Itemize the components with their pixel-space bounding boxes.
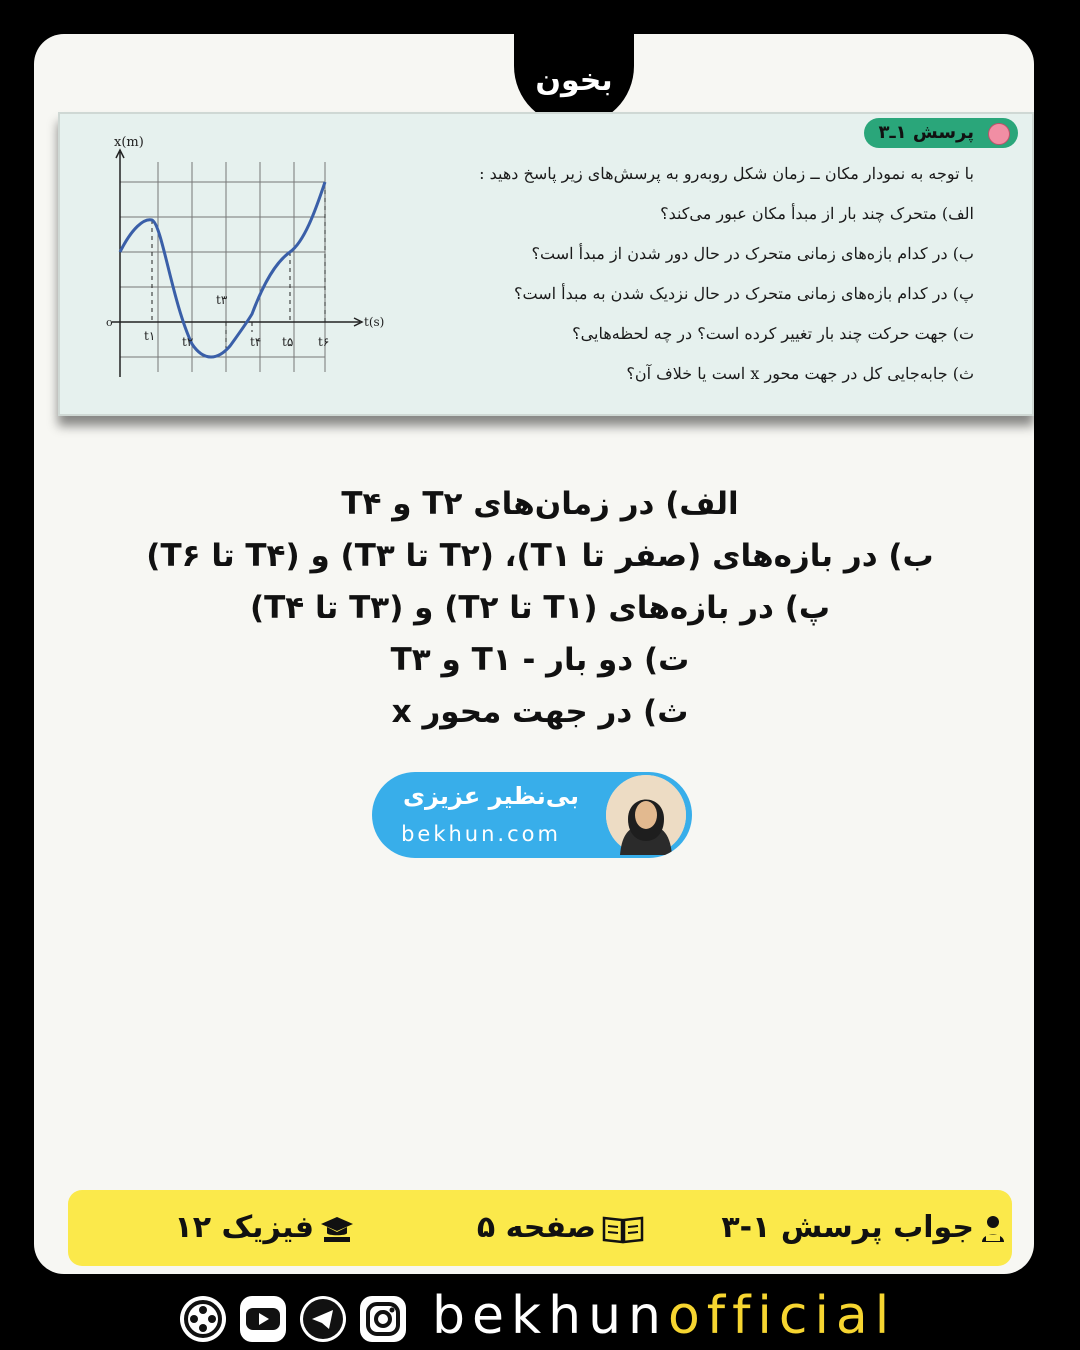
tick-t6: t۶ bbox=[318, 335, 330, 349]
question-line: الف) متحرک چند بار از مبدأ مکان عبور می‌کند؟ bbox=[660, 204, 974, 223]
teacher-avatar-icon bbox=[606, 775, 686, 855]
tick-t1: t۱ bbox=[144, 329, 156, 343]
answer-line: پ) در بازه‌های (T۱ تا T۲) و (T۳ تا T۴) bbox=[249, 590, 831, 626]
question-line: ث) جابه‌جایی کل در جهت محور x است یا خلاف آن؟ bbox=[626, 364, 974, 383]
telegram-icon[interactable] bbox=[300, 1296, 346, 1342]
question-line: با توجه به نمودار مکان ــ زمان شکل روبه‌رو به پرسش‌های زیر پاسخ دهید : bbox=[479, 164, 974, 183]
footer-question-label: جواب پرسش ۱-۳ bbox=[721, 1210, 974, 1245]
youtube-icon[interactable] bbox=[240, 1296, 286, 1342]
graph-y-label: x(m) bbox=[114, 135, 144, 150]
question-panel bbox=[58, 112, 1034, 416]
answer-line: الف) در زمان‌های T۲ و T۴ bbox=[341, 486, 739, 522]
tick-t2: t۲ bbox=[182, 335, 194, 349]
answer-line: ت) دو بار - T۱ و T۳ bbox=[390, 642, 690, 678]
author-site[interactable]: bekhun.com bbox=[401, 822, 561, 846]
brand-yellow: official bbox=[667, 1286, 897, 1346]
graduation-cap-icon bbox=[320, 1215, 354, 1243]
brand-handle[interactable] bbox=[432, 1286, 896, 1346]
footer-page-label: صفحه ۵ bbox=[476, 1210, 596, 1245]
answers-block bbox=[0, 478, 1080, 738]
footer-book bbox=[174, 1190, 354, 1266]
question-line: ت) جهت حرکت چند بار تغییر کرده است؟ در چه لحظه‌هایی؟ bbox=[572, 324, 974, 343]
answer-line: ث) در جهت محور x bbox=[391, 694, 689, 730]
question-line: ب) در کدام بازه‌های زمانی متحرک در حال دور شدن از مبدأ است؟ bbox=[531, 244, 974, 263]
avatar bbox=[606, 775, 686, 855]
footer-book-label: فیزیک ۱۲ bbox=[174, 1210, 314, 1245]
answer-line: ب) در بازه‌های (صفر تا T۱)، (T۲ تا T۳) و (T۴ تا T۶) bbox=[146, 538, 934, 574]
question-tag-label: پرسش ۱ـ۳ bbox=[878, 122, 974, 143]
film-reel-icon[interactable] bbox=[180, 1296, 226, 1342]
brand-white: bekhun bbox=[432, 1286, 668, 1346]
tick-t3: t۳ bbox=[216, 293, 228, 307]
tag-dot-icon bbox=[988, 123, 1010, 145]
graph-dashes bbox=[152, 182, 325, 354]
book-icon bbox=[602, 1214, 644, 1244]
question-line: پ) در کدام بازه‌های زمانی متحرک در حال نزدیک شدن به مبدأ است؟ bbox=[514, 284, 974, 303]
footer-bar bbox=[68, 1190, 1012, 1266]
footer-question bbox=[721, 1190, 1006, 1266]
author-name: بی‌نظیر عزیزی bbox=[402, 782, 580, 810]
social-bar bbox=[180, 1286, 900, 1350]
author-badge[interactable] bbox=[372, 772, 692, 858]
question-tag bbox=[864, 118, 1018, 148]
logo-text: بخون bbox=[535, 62, 613, 98]
tick-t5: t۵ bbox=[282, 335, 294, 349]
footer-page bbox=[477, 1190, 644, 1266]
graph-x-label: t(s) bbox=[364, 315, 385, 329]
tick-t4: t۴ bbox=[250, 335, 262, 349]
instagram-icon[interactable] bbox=[360, 1296, 406, 1342]
graph-origin: o bbox=[106, 316, 113, 329]
teacher-icon bbox=[980, 1215, 1006, 1243]
question-text bbox=[374, 154, 974, 394]
